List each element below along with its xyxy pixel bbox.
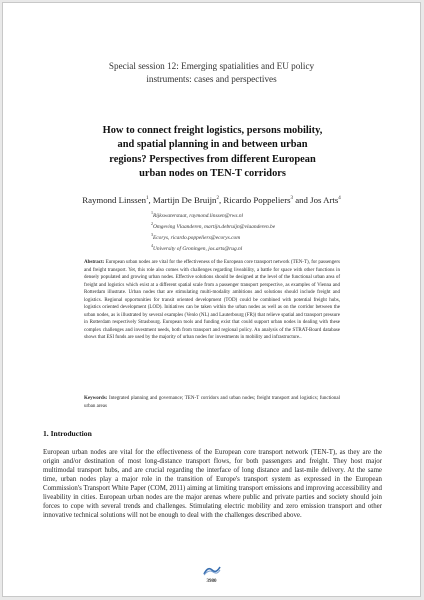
abstract-label: Abstract: xyxy=(84,260,105,265)
author-separator: , xyxy=(218,194,224,205)
affiliation-list xyxy=(151,209,351,253)
title-line-4: urban nodes on TEN-T corridors xyxy=(139,168,286,180)
affiliation-superscript: 4 xyxy=(151,243,153,249)
author-superscript: 1 xyxy=(146,196,149,201)
title-line-1: How to connect freight logistics, persons mobility, xyxy=(102,125,323,136)
author-name: Martijn De Bruijn xyxy=(152,194,217,205)
section-heading-introduction: 1. Introduction xyxy=(43,429,92,438)
affiliation-text: Rijkswaterstaat, raymond.linssen@rws.nl xyxy=(153,212,244,219)
author-separator: and xyxy=(293,194,311,205)
author-list xyxy=(3,193,420,206)
affiliation-superscript: 2 xyxy=(151,221,153,227)
affiliation-text: University of Groningen, jos.arts@rug.nl xyxy=(153,246,243,253)
author-name: Ricardo Poppeliers xyxy=(223,194,291,205)
affiliation-item xyxy=(151,209,351,220)
author-superscript: 3 xyxy=(290,196,294,201)
session-line-1: Special session 12: Emerging spatialities and EU policy xyxy=(108,61,315,71)
author-name: Jos Arts xyxy=(310,194,339,205)
paper-page xyxy=(2,2,421,597)
abstract-text: European urban nodes are vital for the effectiveness of the European core transport network (TEN-T), for passengers and freight transport. Yet, this role also comes with challenges regarding liveability, a battle for space with other functions in densely populated and growing urban nodes. Effective solutions should be designed at the level of the functional urban area of freight and logistics which exist at a different spatial scale from a passenger transport perspective, as examples of Vienna and Rotterdam illustrate. Urban nodes that are stimulating multi-modality ambitions and solutions should include freight and logistics. Regional opportunities for transit oriented development (TOD) could be combined with potential freight hubs, logistics oriented development (LOD). Initiatives can be taken within the urban nodes as well as on the corridor between the urban nodes, as is illustrated by several examples (Venlo (NL) and Lauterbourg (FR)) that relieve spatial and transport pressure in Rotterdam respectively Strasbourg. European tools and funding exist that could support urban nodes in dealing with these complex challenges and investment needs, both from transport and regional policy. An analysis of the STRAT-Board database shows that ESI funds are used by the majority of urban nodes for investments in mobility and infrastructure.. xyxy=(84,260,340,341)
affiliation-item xyxy=(151,231,351,242)
paper-title xyxy=(43,124,382,182)
affiliation-superscript: 3 xyxy=(151,232,153,238)
logo-mark-icon xyxy=(203,564,221,576)
session-heading xyxy=(3,60,420,85)
affiliation-superscript: 1 xyxy=(151,210,153,215)
keywords-text: Integrated planning and governance; TEN-T corridors and urban nodes; freight transport and logistics; functional urban areas xyxy=(84,396,340,409)
affiliation-text: Omgeving Vlaanderen, martijn.debruijn@vlaanderen.be xyxy=(153,223,276,230)
affiliation-item xyxy=(151,242,351,253)
keywords-block xyxy=(84,395,340,410)
author-superscript: 4 xyxy=(338,196,341,201)
author-name: Raymond Linssen xyxy=(82,194,147,205)
author-superscript: 2 xyxy=(216,196,219,201)
affiliation-text: Ecorys, ricardo.poppeliers@ecorys.com xyxy=(153,234,241,241)
author-separator: , xyxy=(148,194,153,205)
abstract-block xyxy=(84,259,340,342)
title-line-2: and spatial planning in and between urban xyxy=(117,139,308,151)
keywords-label: Keywords: xyxy=(84,396,108,401)
session-line-2: instruments: cases and perspectives xyxy=(146,73,277,84)
introduction-paragraph: European urban nodes are vital for the effectiveness of the European core transport network (TEN-T), as they are the origin and/or destination of most long-distance transport flows, for both passengers and freight. They host major multimodal transport hubs, and are crucial regarding the interface of long distance and last-mile delivery. At the same time, urban nodes play a major role in the transition of Europe's transport system as expressed in the European Commission's Transport White Paper (COM, 2011) aiming at limiting transport emissions and improving accessibility and liveability in cities. European urban nodes are the major arenas where public and private parties and society should join forces to cope with several trends and challenges. Stimulating electric mobility and zero emission transport and other innovative technical solutions will not be enough to deal with the challenges described above. xyxy=(43,449,382,519)
publisher-logo-icon xyxy=(203,563,221,575)
title-line-3: regions? Perspectives from different European xyxy=(109,153,316,165)
page-number: 3980 xyxy=(206,579,217,584)
affiliation-item xyxy=(151,220,351,231)
